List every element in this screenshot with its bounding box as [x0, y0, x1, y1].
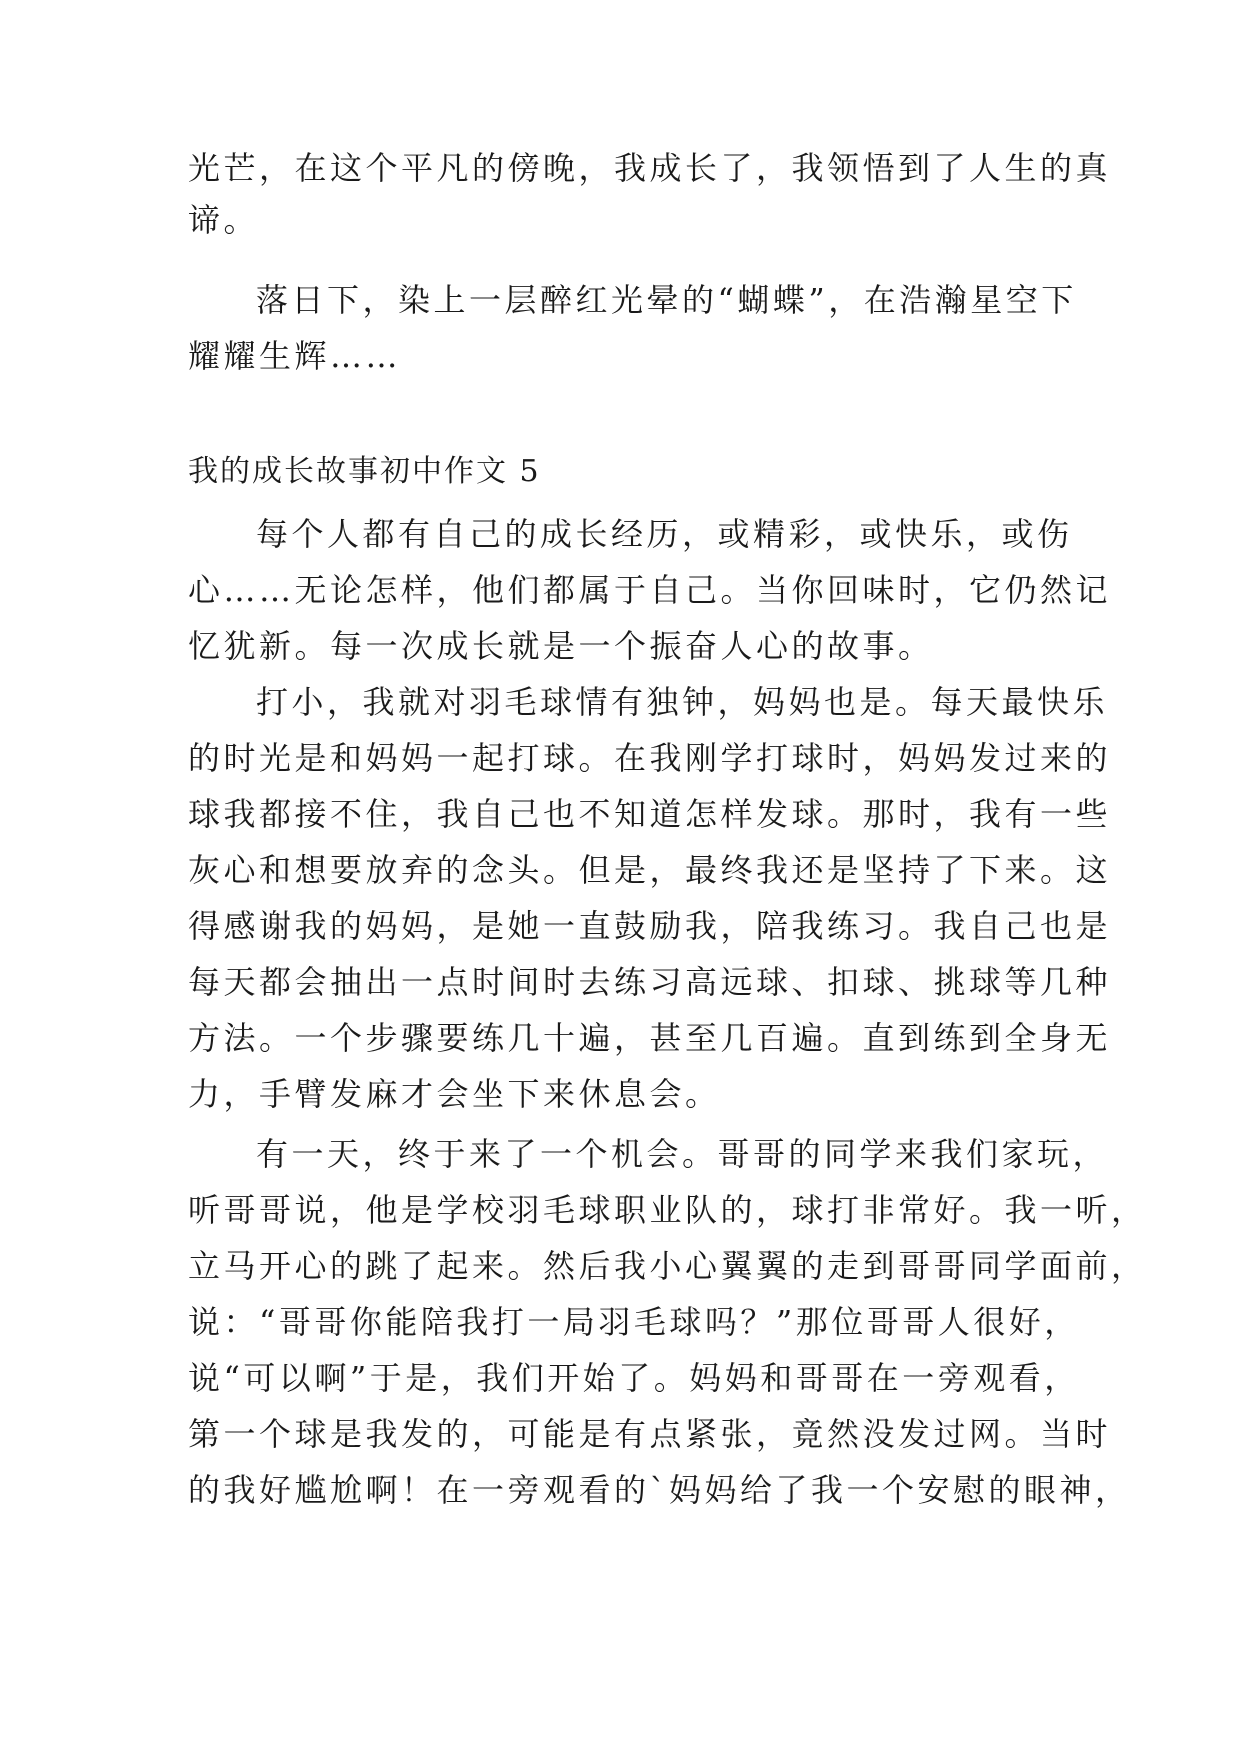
paragraph-line: 的我好尴尬啊！在一旁观看的`妈妈给了我一个安慰的眼神，	[188, 1471, 1131, 1509]
paragraph-line: 第一个球是我发的，可能是有点紧张，竟然没发过网。当时	[188, 1415, 1112, 1453]
paragraph-line: 谛。	[188, 201, 260, 239]
paragraph-line: 落日下，染上一层醉红光晕的“蝴蝶”，在浩瀚星空下	[256, 281, 1077, 319]
paragraph-line: 灰心和想要放弃的念头。但是，最终我还是坚持了下来。这	[188, 851, 1112, 889]
paragraph-line: 忆犹新。每一次成长就是一个振奋人心的故事。	[188, 627, 934, 665]
paragraph-line: 说“可以啊”于是，我们开始了。妈妈和哥哥在一旁观看，	[188, 1359, 1080, 1397]
paragraph-line: 光芒，在这个平凡的傍晚，我成长了，我领悟到了人生的真	[188, 149, 1112, 187]
paragraph-line: 力，手臂发麻才会坐下来休息会。	[188, 1075, 721, 1113]
paragraph-line: 的时光是和妈妈一起打球。在我刚学打球时，妈妈发过来的	[188, 739, 1112, 777]
paragraph-line: 每个人都有自己的成长经历，或精彩，或快乐，或伤	[256, 515, 1073, 553]
paragraph-line: 听哥哥说，他是学校羽毛球职业队的，球打非常好。我一听，	[188, 1191, 1147, 1229]
paragraph-line: 立马开心的跳了起来。然后我小心翼翼的走到哥哥同学面前，	[188, 1247, 1147, 1285]
paragraph-line: 每天都会抽出一点时间时去练习高远球、扣球、挑球等几种	[188, 963, 1112, 1001]
paragraph-line: 得感谢我的妈妈，是她一直鼓励我，陪我练习。我自己也是	[188, 907, 1112, 945]
paragraph-line: 打小，我就对羽毛球情有独钟，妈妈也是。每天最快乐	[256, 683, 1109, 721]
paragraph-line: 有一天，终于来了一个机会。哥哥的同学来我们家玩，	[256, 1135, 1109, 1173]
section-heading: 我的成长故事初中作文 5	[188, 454, 541, 489]
paragraph-line: 耀耀生辉……	[188, 337, 402, 375]
paragraph-line: 方法。一个步骤要练几十遍，甚至几百遍。直到练到全身无	[188, 1019, 1112, 1057]
paragraph-line: 说：“哥哥你能陪我打一局羽毛球吗？”那位哥哥人很好，	[188, 1303, 1080, 1341]
paragraph-line: 心……无论怎样，他们都属于自己。当你回味时，它仍然记	[188, 571, 1112, 609]
paragraph-line: 球我都接不住，我自己也不知道怎样发球。那时，我有一些	[188, 795, 1112, 833]
